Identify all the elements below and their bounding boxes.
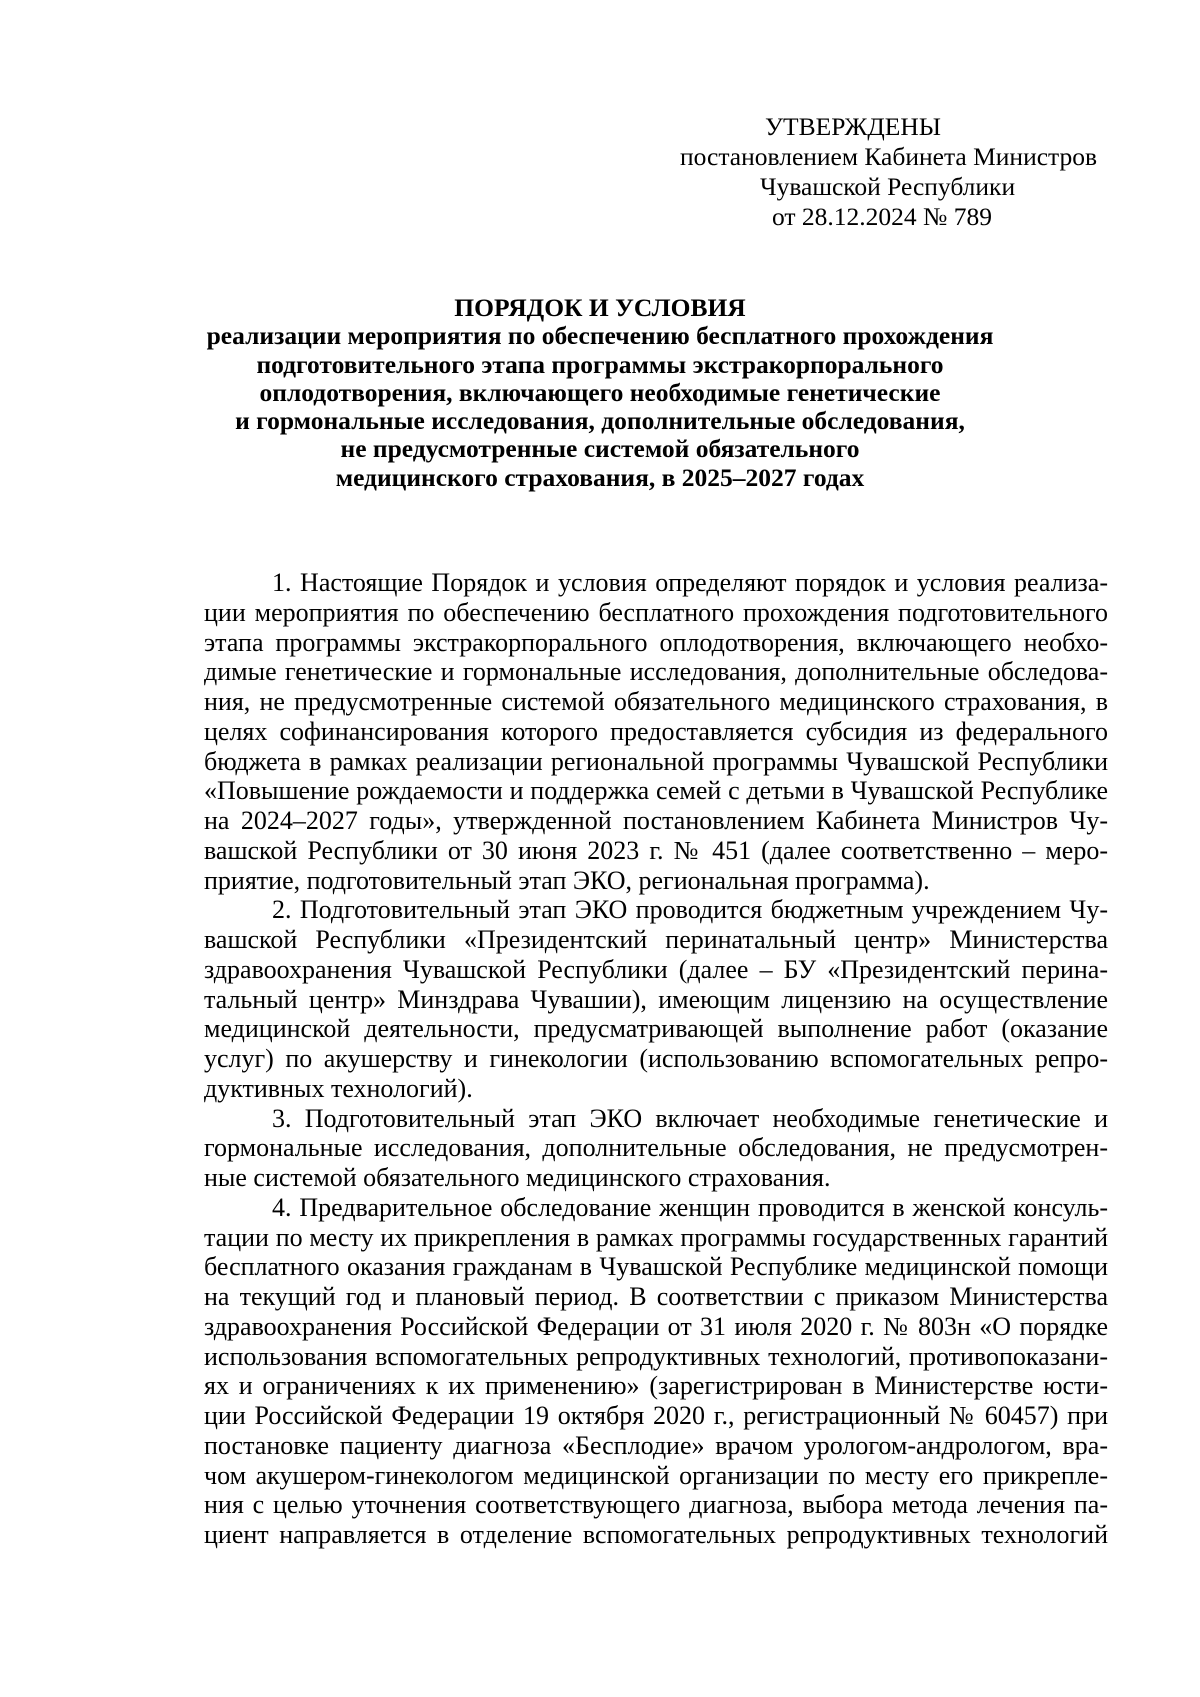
paragraph-line: чом акушером-гинекологом медицинской организации по месту его прикрепле- — [204, 1460, 1108, 1490]
paragraph-line: ях и ограничениях к их применению» (зарегистрирован в Министерстве юсти- — [204, 1371, 1108, 1401]
paragraph-line: 4. Предварительное обследование женщин проводится в женской консуль- — [272, 1192, 1108, 1222]
paragraph-line: ции мероприятия по обеспечению бесплатного прохождения подготовительного — [204, 597, 1108, 627]
paragraph-line: димые генетические и гормональные исследования, дополнительные обследова- — [204, 657, 1108, 687]
heading-subtitle-line: подготовительного этапа программы экстракорпорального — [256, 349, 944, 379]
paragraph-line: ции Российской Федерации 19 октября 2020 г., регистрационный № 60457) при — [204, 1401, 1108, 1430]
heading-subtitle-line: реализации мероприятия по обеспечению бесплатного прохождения — [206, 321, 994, 351]
paragraph-line: использования вспомогательных репродуктивных технологий, противопоказани- — [204, 1341, 1108, 1371]
paragraph-line: циент направляется в отделение вспомогательных репродуктивных технологий — [204, 1520, 1108, 1549]
paragraph-line: тальный центр» Минздрава Чувашии), имеющим лицензию на осуществление — [204, 984, 1108, 1014]
paragraph-line: здравоохранения Чувашской Республики (далее – БУ «Президентский перина- — [204, 954, 1108, 984]
paragraph-2 — [204, 895, 1108, 1103]
paragraph-line: на 2024–2027 годы», утвержденной постановлением Кабинета Министров Чу- — [204, 806, 1108, 835]
paragraph-line: постановке пациенту диагноза «Бесплодие» врачом урологом-андрологом, вра- — [204, 1430, 1108, 1460]
paragraph-line: здравоохранения Российской Федерации от 31 июля 2020 г. № 803н «О порядке — [204, 1311, 1108, 1341]
heading-subtitle-line: не предусмотренные системой обязательного — [340, 434, 860, 464]
paragraph-3 — [204, 1104, 1108, 1193]
paragraph-line: вашской Республики от 30 июня 2023 г. № 451 (далее соответственно – меро- — [204, 835, 1108, 865]
heading-title: ПОРЯДОК И УСЛОВИЯ — [454, 293, 746, 322]
approval-block — [640, 112, 1100, 232]
paragraph-line: приятие, подготовительный этап ЭКО, региональная программа). — [204, 865, 930, 895]
paragraph-line: тации по месту их прикрепления в рамках программы государственных гарантий — [204, 1222, 1108, 1252]
paragraph-line: медицинской деятельности, предусматривающей выполнение работ (оказание — [204, 1014, 1108, 1044]
paragraph-4 — [204, 1193, 1108, 1550]
paragraph-line: 3. Подготовительный этап ЭКО включает необходимые генетические и — [272, 1103, 1108, 1133]
paragraph-line: 2. Подготовительный этап ЭКО проводится бюджетным учреждением Чу- — [272, 895, 1108, 925]
paragraph-line: ния с целью уточнения соответствующего диагноза, выбора метода лечения па- — [204, 1490, 1108, 1520]
paragraph-line: «Повышение рождаемости и поддержка семей с детьми в Чувашской Республике — [204, 776, 1108, 806]
paragraph-line: ния, не предусмотренные системой обязательного медицинского страхования, в — [204, 687, 1108, 716]
approval-title: УТВЕРЖДЕНЫ — [765, 112, 941, 141]
approval-line-decree: постановлением Кабинета Министров — [680, 142, 1098, 171]
heading-subtitle-line: и гормональные исследования, дополнительные обследования, — [235, 406, 965, 436]
heading-subtitle-line: медицинского страхования, в 2025–2027 годах — [335, 462, 865, 492]
paragraph-1 — [204, 568, 1108, 895]
document-heading — [200, 294, 1000, 492]
heading-subtitle-line: оплодотворения, включающего необходимые генетические — [259, 377, 941, 407]
paragraph-line: гормональные исследования, дополнительные обследования, не предусмотрен- — [204, 1133, 1108, 1163]
paragraph-line: этапа программы экстракорпорального оплодотворения, включающего необхо- — [204, 627, 1108, 657]
document-body — [204, 568, 1108, 1550]
approval-line-date-number: от 28.12.2024 № 789 — [772, 202, 993, 231]
paragraph-line: бюджета в рамках реализации региональной программы Чувашской Республики — [204, 746, 1108, 776]
paragraph-line: бесплатного оказания гражданам в Чувашской Республике медицинской помощи — [204, 1252, 1108, 1282]
approval-line-republic: Чувашской Республики — [760, 172, 1016, 201]
paragraph-line: целях софинансирования которого предоставляется субсидия из федерального — [204, 716, 1108, 746]
paragraph-line: вашской Республики «Президентский перинатальный центр» Министерства — [204, 925, 1108, 954]
paragraph-line: ные системой обязательного медицинского страхования. — [204, 1163, 831, 1192]
paragraph-line: услуг) по акушерству и гинекологии (использованию вспомогательных репро- — [204, 1044, 1108, 1073]
paragraph-line: на текущий год и плановый период. В соответствии с приказом Министерства — [204, 1282, 1108, 1311]
paragraph-line: 1. Настоящие Порядок и условия определяют порядок и условия реализа- — [272, 568, 1108, 597]
paragraph-line: дуктивных технологий). — [204, 1073, 473, 1103]
